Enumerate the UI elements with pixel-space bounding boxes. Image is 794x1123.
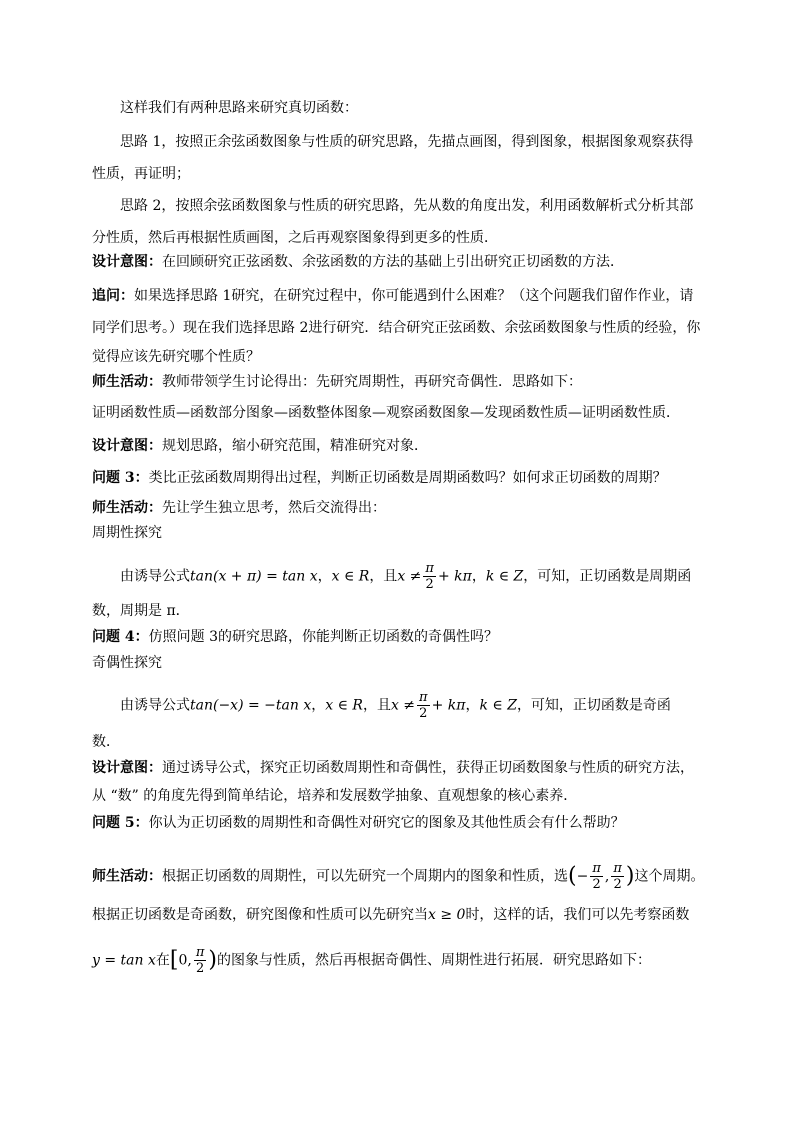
odd-function-line: 根据正切函数是奇函数，研究图像和性质可以先研究当x ≥ 0时，这样的话，我们可以先考察函数 — [92, 907, 690, 923]
activity-label: 师生活动： — [92, 500, 162, 516]
approach-1-line-1: 思路 1，按照正余弦函数图象与性质的研究思路，先描点画图，得到图象，根据图象观察获得 — [120, 134, 694, 150]
approach-1-line-2: 性质，再证明； — [92, 166, 190, 182]
question-text: 你认为正切函数的周期性和奇偶性对研究它的图象及其他性质会有什么帮助？ — [148, 815, 625, 831]
design-intent-label: 设计意图： — [92, 254, 162, 270]
question-4 — [92, 627, 498, 647]
design-intent-label: 设计意图： — [92, 760, 162, 776]
activity-label: 师生活动： — [92, 374, 162, 390]
follow-up-text: 如果选择思路 1研究，在研究过程中，你可能遇到什么困难？（这个问题我们留作作业，请 — [134, 288, 694, 304]
activity-text: 根据正切函数的周期性，可以先研究一个周期内的图象和性质，选 — [162, 868, 568, 885]
nonnegative-condition: x ≥ 0 — [428, 907, 466, 923]
teacher-student-activity-3: 师生活动：根据正切函数的周期性，可以先研究一个周期内的图象和性质，选(− $\frac{\pi}{2}$ , $\frac{\pi}{2}$ )这个周期。 — [92, 861, 705, 892]
periodicity-identity: tan(x + π) = tan x — [190, 568, 318, 585]
research-flow-line: 证明函数性质—函数部分图象—函数整体图象—观察函数图象—发现函数性质—证明函数性质． — [92, 405, 680, 421]
design-intent-text: 规划思路，缩小研究范围，精准研究对象． — [162, 438, 428, 454]
fraction-pi-over-2: $\frac{\pi}{2}$ — [195, 945, 205, 976]
approach-2-line-2: 分性质，然后再根据性质画图，之后再观察图象得到更多的性质． — [92, 230, 498, 246]
design-intent-3-line-1 — [92, 758, 694, 778]
follow-up-question-line-2: 同学们思考。）现在我们选择思路 2进行研究．结合研究正弦函数、余弦函数图象与性质的经验，你 — [92, 320, 701, 336]
periodicity-conclusion: 数，周期是 π． — [92, 603, 190, 619]
teacher-student-activity-1 — [92, 372, 582, 392]
activity-text: 教师带领学生讨论得出：先研究周期性，再研究奇偶性．思路如下： — [162, 374, 582, 390]
paragraph-two-approaches: 这样我们有两种思路来研究真切函数： — [120, 100, 358, 116]
follow-up-label: 追问： — [92, 288, 134, 304]
activity-text: 先让学生独立思考，然后交流得出： — [162, 500, 386, 516]
fraction-pi-over-2: $\frac{\pi}{2}$ — [419, 690, 428, 721]
design-intent-text: 在回顾研究正弦函数、余弦函数的方法的基础上引出研究正切函数的方法． — [162, 254, 624, 270]
parity-identity: tan(−x) = −tan x — [190, 697, 312, 714]
follow-up-question-line-1 — [92, 286, 693, 306]
parity-formula-line: 由诱导公式tan(−x) = −tan x，x ∈ R，且x ≠ $\frac{\pi}{2}$ + kπ，k ∈ Z，可知，正切函数是奇函 — [120, 690, 671, 721]
activity-label: 师生活动： — [92, 868, 162, 885]
domain-condition: x ∈ R — [325, 697, 363, 714]
design-intent-label: 设计意图： — [92, 438, 162, 454]
question-5 — [92, 813, 625, 833]
design-intent-2 — [92, 436, 428, 456]
heading-periodicity: 周期性探究 — [92, 525, 162, 541]
tangent-function: y = tan x — [92, 952, 156, 969]
fraction-pi-over-2: $\frac{\pi}{2}$ — [425, 561, 434, 592]
design-intent-1 — [92, 252, 624, 272]
parity-conclusion: 数． — [92, 734, 120, 750]
follow-up-question-line-3: 觉得应该先研究哪个性质？ — [92, 349, 260, 365]
question-label: 问题 5： — [92, 815, 149, 831]
question-3 — [92, 468, 667, 488]
fraction-pi-over-2: $\frac{\pi}{2}$ — [613, 861, 622, 892]
question-label: 问题 4： — [92, 629, 149, 645]
fraction-pi-over-2: $\frac{\pi}{2}$ — [592, 861, 601, 892]
heading-parity: 奇偶性探究 — [92, 655, 162, 671]
approach-2-line-1: 思路 2，按照余弦函数图象与性质的研究思路，先从数的角度出发，利用函数解析式分析其部 — [120, 198, 694, 214]
question-text: 仿照问题 3的研究思路，你能判断正切函数的奇偶性吗？ — [148, 629, 498, 645]
periodicity-formula-line: 由诱导公式tan(x + π) = tan x，x ∈ R，且x ≠ $\frac{\pi}{2}$ + kπ，k ∈ Z，可知，正切函数是周期函 — [120, 561, 692, 592]
teacher-student-activity-2 — [92, 498, 386, 518]
design-intent-text: 通过诱导公式，探究正切函数周期性和奇偶性，获得正切函数图象与性质的研究方法， — [162, 760, 694, 776]
question-label: 问题 3： — [92, 470, 149, 486]
question-text: 类比正弦函数周期得出过程，判断正切函数是周期函数吗？如何求正切函数的周期？ — [148, 470, 667, 486]
tangent-interval-line: y = tan x在[0, $\frac{\pi}{2}$ )的图象与性质，然后再根据奇偶性、周期性进行拓展．研究思路如下： — [92, 945, 651, 976]
domain-condition: x ∈ R — [331, 568, 370, 585]
design-intent-3-line-2: 从 “数” 的角度先得到简单结论，培养和发展数学抽象、直观想象的核心素养． — [92, 788, 578, 804]
